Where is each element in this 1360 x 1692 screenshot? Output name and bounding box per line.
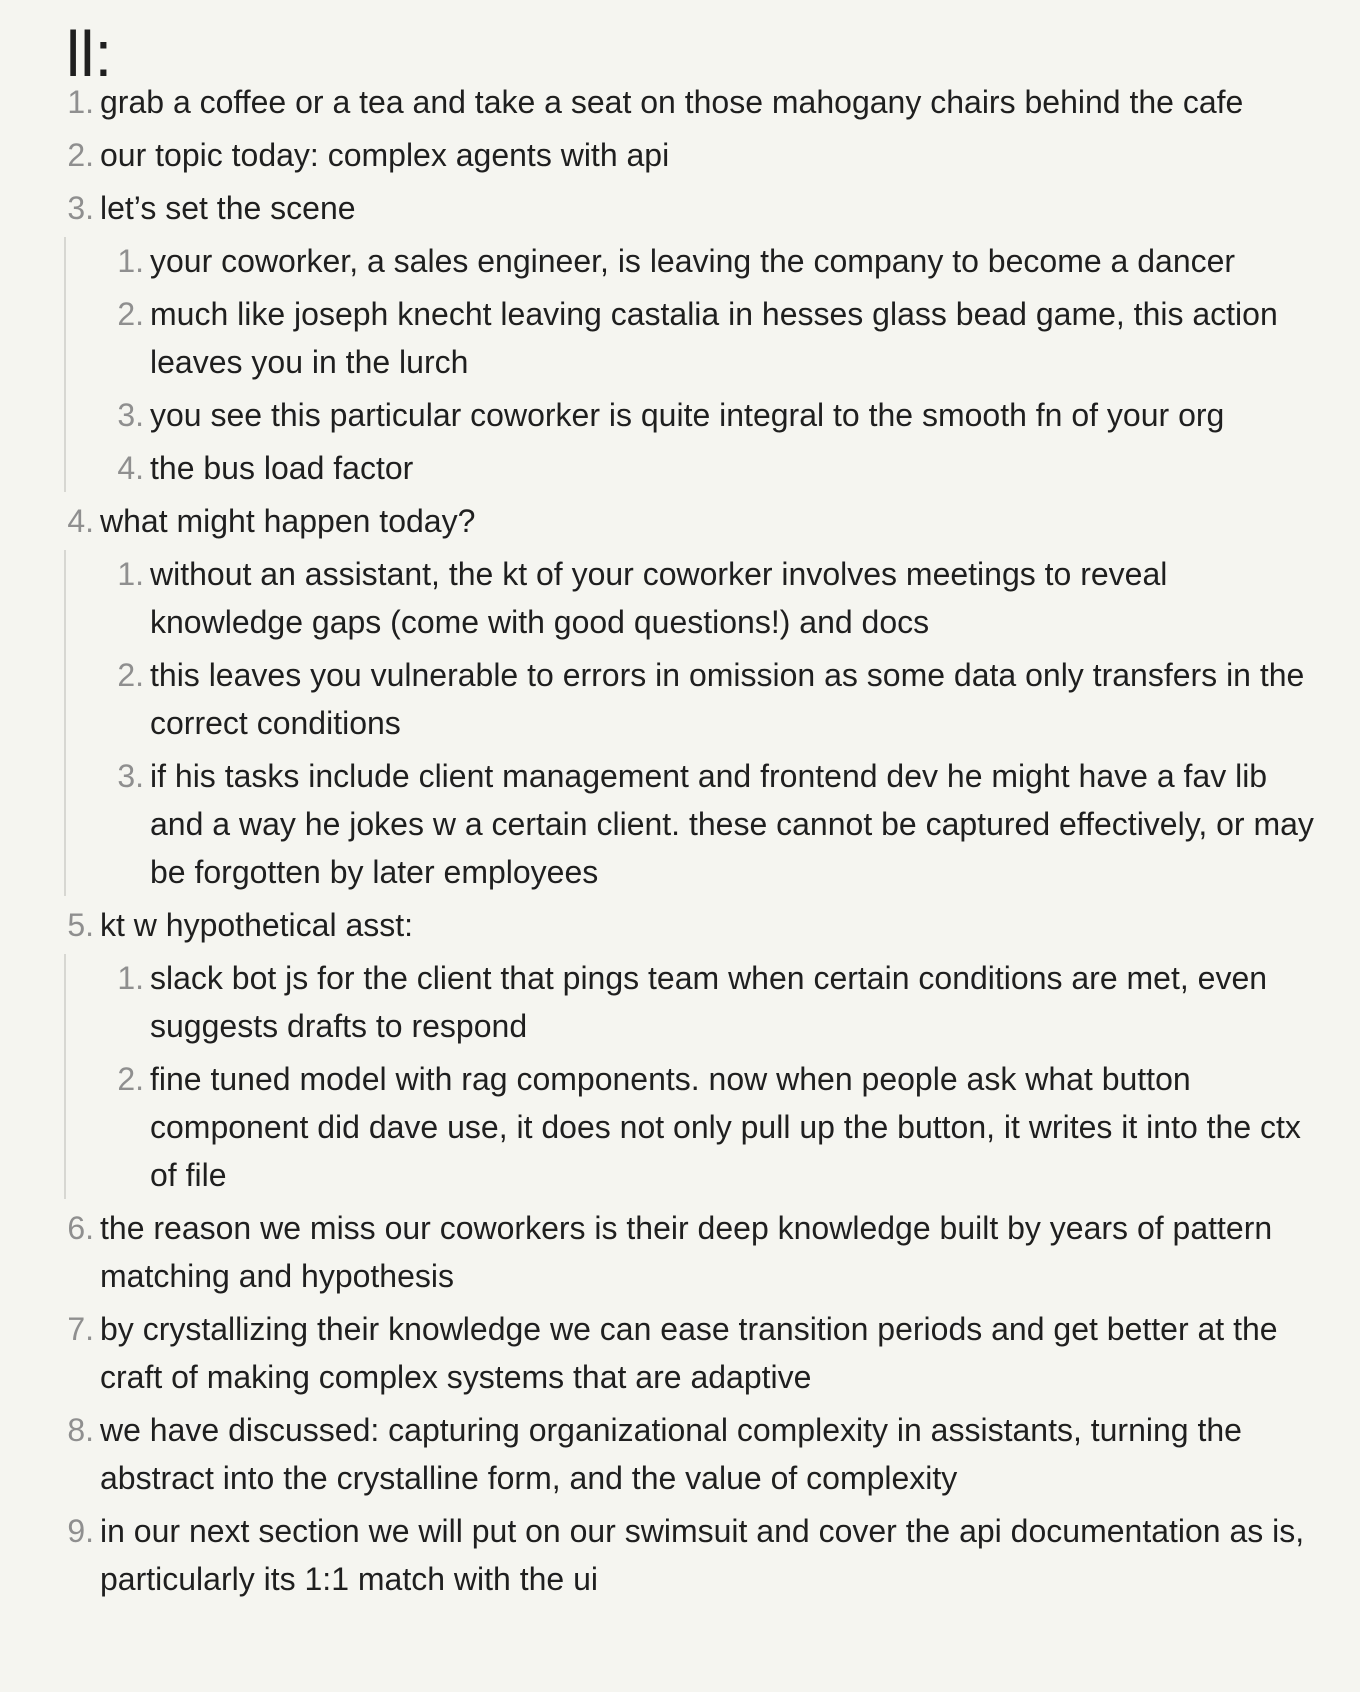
nested-list (64, 954, 1316, 1199)
list-item-text[interactable]: by crystallizing their knowledge we can ease transition periods and get better at the craft of making complex systems that are adaptive (100, 1311, 1278, 1395)
list-item-text[interactable]: grab a coffee or a tea and take a seat on those mahogany chairs behind the cafe (100, 84, 1244, 120)
list-number: 1. (117, 556, 144, 592)
nested-list-item (66, 752, 1316, 896)
list-number: 9. (67, 1513, 94, 1549)
list-item (56, 1406, 1316, 1502)
list-number: 8. (67, 1412, 94, 1448)
list-item (56, 497, 1316, 896)
list-item-text[interactable]: we have discussed: capturing organizational complexity in assistants, turning the abstract into the crystalline form, and the value of complexity (100, 1412, 1242, 1496)
list-item-text[interactable]: kt w hypothetical asst: (100, 907, 414, 943)
outline-list (56, 78, 1316, 1608)
list-number: 1. (117, 960, 144, 996)
list-item-text[interactable]: without an assistant, the kt of your coworker involves meetings to reveal knowledge gaps (come with good questions!) and docs (150, 556, 1168, 640)
list-number: 6. (67, 1210, 94, 1246)
list-item (56, 1305, 1316, 1401)
list-item-text[interactable]: let’s set the scene (100, 190, 356, 226)
list-item-text[interactable]: the reason we miss our coworkers is their deep knowledge built by years of pattern matching and hypothesis (100, 1210, 1273, 1294)
list-item-text[interactable]: fine tuned model with rag components. now when people ask what button component did dave use, it does not only pull up the button, it writes it into the ctx of file (150, 1061, 1301, 1193)
nested-list-item (66, 391, 1316, 439)
list-number: 2. (117, 657, 144, 693)
page-title: ll: (66, 18, 113, 90)
list-number: 2. (117, 296, 144, 332)
list-number: 3. (67, 190, 94, 226)
list-item-text[interactable]: slack bot js for the client that pings team when certain conditions are met, even suggests drafts to respond (150, 960, 1268, 1044)
list-number: 4. (67, 503, 94, 539)
list-number: 7. (67, 1311, 94, 1347)
list-item-text[interactable]: your coworker, a sales engineer, is leaving the company to become a dancer (150, 243, 1236, 279)
nested-list-item (66, 290, 1316, 386)
list-number: 2. (117, 1061, 144, 1097)
list-item-text[interactable]: the bus load factor (150, 450, 414, 486)
list-number: 3. (117, 758, 144, 794)
nested-list-item (66, 1055, 1316, 1199)
list-item (56, 1507, 1316, 1603)
list-number: 4. (117, 450, 144, 486)
list-number: 3. (117, 397, 144, 433)
list-number: 1. (67, 84, 94, 120)
list-item-text[interactable]: in our next section we will put on our swimsuit and cover the api documentation as is, particularly its 1:1 match with the ui (100, 1513, 1305, 1597)
list-item (56, 901, 1316, 1199)
list-item-text[interactable]: much like joseph knecht leaving castalia in hesses glass bead game, this action leaves you in the lurch (150, 296, 1278, 380)
nested-list-item (66, 651, 1316, 747)
list-item-text[interactable]: our topic today: complex agents with api (100, 137, 670, 173)
list-number: 2. (67, 137, 94, 173)
list-item (56, 184, 1316, 492)
list-item (56, 131, 1316, 179)
list-item-text[interactable]: this leaves you vulnerable to errors in omission as some data only transfers in the correct conditions (150, 657, 1305, 741)
nested-list (64, 550, 1316, 896)
nested-list-item (66, 237, 1316, 285)
nested-list-item (66, 550, 1316, 646)
nested-list-item (66, 444, 1316, 492)
list-item-text[interactable]: what might happen today? (100, 503, 476, 539)
nested-list (64, 237, 1316, 492)
list-item-text[interactable]: you see this particular coworker is quite integral to the smooth fn of your org (150, 397, 1225, 433)
list-number: 5. (67, 907, 94, 943)
list-number: 1. (117, 243, 144, 279)
list-item (56, 78, 1316, 126)
nested-list-item (66, 954, 1316, 1050)
list-item (56, 1204, 1316, 1300)
list-item-text[interactable]: if his tasks include client management and frontend dev he might have a fav lib and a way he jokes w a certain client. these cannot be captured effectively, or may be forgotten by later employees (150, 758, 1314, 890)
